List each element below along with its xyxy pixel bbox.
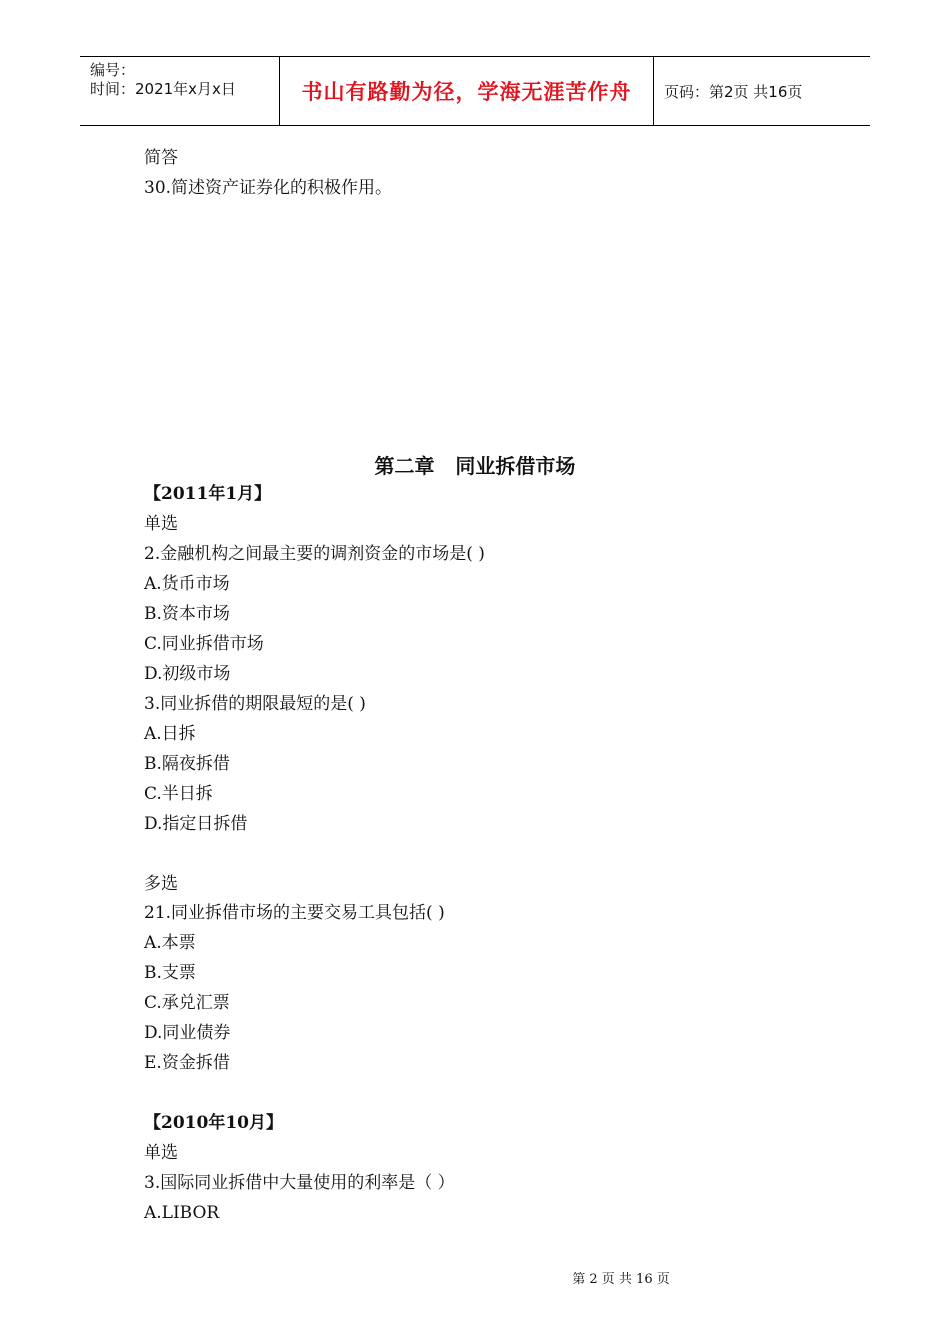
answer-option: D.初级市场 xyxy=(144,664,231,684)
answer-option: B.资本市场 xyxy=(144,604,230,624)
question-text: 3.同业拆借的期限最短的是( ) xyxy=(144,694,366,714)
question-text: 30.简述资产证券化的积极作用。 xyxy=(144,178,393,198)
page-header xyxy=(80,56,870,126)
answer-option: A.本票 xyxy=(144,933,196,953)
section-label: 单选 xyxy=(144,514,178,534)
answer-option: D.指定日拆借 xyxy=(144,814,248,834)
question-text: 21.同业拆借市场的主要交易工具包括( ) xyxy=(144,903,445,923)
answer-option: D.同业债券 xyxy=(144,1023,231,1043)
answer-option: A.货币市场 xyxy=(144,574,230,594)
header-number-label: 编号： xyxy=(90,61,136,79)
section-label: 多选 xyxy=(144,874,178,894)
answer-option: C.同业拆借市场 xyxy=(144,634,264,654)
answer-option: C.承兑汇票 xyxy=(144,993,230,1013)
chapter-title: 第二章 同业拆借市场 xyxy=(374,454,576,478)
header-meta xyxy=(80,57,280,125)
answer-option: A.LIBOR xyxy=(144,1203,220,1223)
section-label: 单选 xyxy=(144,1143,178,1163)
exam-date-heading: 【2010年10月】 xyxy=(144,1113,283,1133)
question-text: 2.金融机构之间最主要的调剂资金的市场是( ) xyxy=(144,544,485,564)
answer-option: C.半日拆 xyxy=(144,784,213,804)
header-time-label: 时间：2021年x月x日 xyxy=(90,80,236,98)
answer-option: A.日拆 xyxy=(144,724,196,744)
question-text: 3.国际同业拆借中大量使用的利率是（ ） xyxy=(144,1173,455,1193)
answer-option: E.资金拆借 xyxy=(144,1053,230,1073)
header-page-info: 页码：第2页 共16页 xyxy=(664,82,803,101)
exam-date-heading: 【2011年1月】 xyxy=(144,484,272,504)
answer-option: B.支票 xyxy=(144,963,196,983)
header-motto: 书山有路勤为径，学海无涯苦作舟 xyxy=(280,57,654,125)
section-label: 简答 xyxy=(144,148,178,168)
page-footer: 第 2 页 共 16 页 xyxy=(572,1272,670,1287)
answer-option: B.隔夜拆借 xyxy=(144,754,230,774)
